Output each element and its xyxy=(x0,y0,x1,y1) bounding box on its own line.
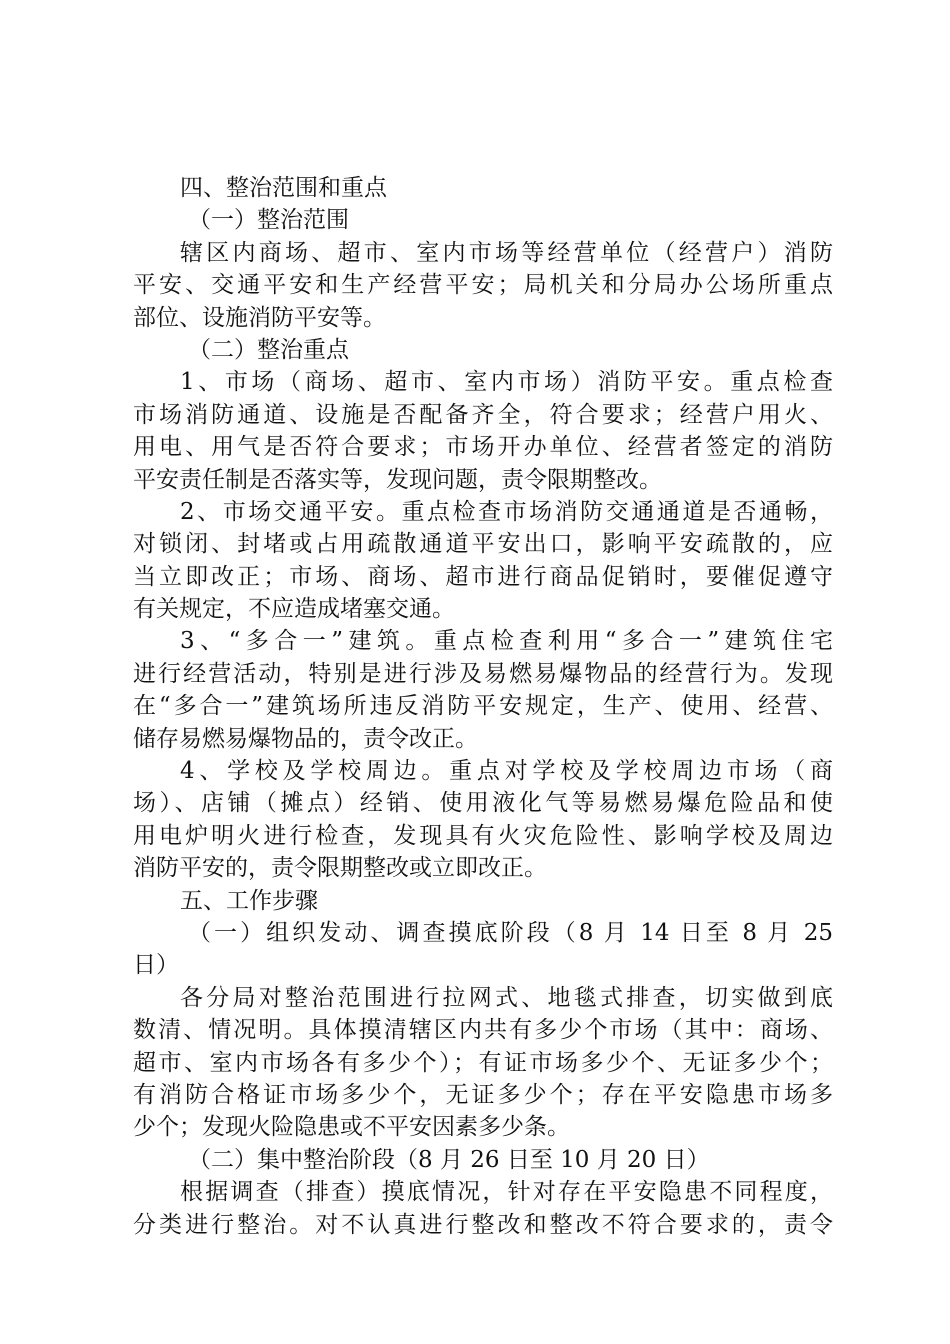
paragraph-line: 少个；发现火险隐患或不平安因素多少条。 xyxy=(133,1114,570,1141)
paragraph-line: 有消防合格证市场多少个，无证多少个；存在平安隐患市场多 xyxy=(133,1081,833,1108)
paragraph-line: 用电、用气是否符合要求；市场开办单位、经营者签定的消防 xyxy=(133,434,833,461)
subheading-stage-2: （二）集中整治阶段（8 月 26 日至 10 月 20 日） xyxy=(188,1146,710,1173)
subheading-scope: （一）整治范围 xyxy=(188,207,349,234)
paragraph-line: 用电炉明火进行检查，发现具有火灾危险性、影响学校及周边 xyxy=(133,822,833,849)
paragraph-line: 场）、店铺（摊点）经销、使用液化气等易燃易爆危险品和使 xyxy=(133,790,833,817)
paragraph-line: 3、“多合一”建筑。重点检查利用“多合一”建筑住宅 xyxy=(180,628,833,655)
paragraph-line: 各分局对整治范围进行拉网式、地毯式排查，切实做到底 xyxy=(180,984,833,1011)
paragraph-line: 部位、设施消防平安等。 xyxy=(133,304,386,331)
paragraph-line: 进行经营活动，特别是进行涉及易燃易爆物品的经营行为。发现 xyxy=(133,660,833,687)
paragraph-line: 有关规定，不应造成堵塞交通。 xyxy=(133,596,455,623)
paragraph-line: 平安、交通平安和生产经营平安；局机关和分局办公场所重点 xyxy=(133,272,833,299)
subheading-stage-1: （一）组织发动、调查摸底阶段（8 月 14 日至 8 月 25 xyxy=(188,919,833,946)
paragraph-line: 分类进行整治。对不认真进行整改和整改不符合要求的，责令 xyxy=(133,1211,833,1238)
paragraph-line: 根据调查（排查）摸底情况，针对存在平安隐患不同程度， xyxy=(180,1179,833,1206)
paragraph-line: 辖区内商场、超市、室内市场等经营单位（经营户）消防 xyxy=(180,239,833,266)
section-heading-5: 五、工作步骤 xyxy=(180,887,318,914)
section-heading-4: 四、整治范围和重点 xyxy=(180,175,387,201)
paragraph-line: 储存易燃易爆物品的，责令改正。 xyxy=(133,725,478,752)
paragraph-line: 1、市场（商场、超市、室内市场）消防平安。重点检查 xyxy=(180,369,833,396)
document-body xyxy=(133,172,833,1241)
paragraph-line: 超市、室内市场各有多少个）；有证市场多少个、无证多少个； xyxy=(133,1049,833,1076)
paragraph-line: 2、市场交通平安。重点检查市场消防交通通道是否通畅， xyxy=(180,498,833,525)
paragraph-line: 数清、情况明。具体摸清辖区内共有多少个市场（其中：商场、 xyxy=(133,1017,833,1044)
paragraph-line: 对锁闭、封堵或占用疏散通道平安出口，影响平安疏散的，应 xyxy=(133,531,833,558)
subheading-stage-1-cont: 日） xyxy=(133,952,179,979)
paragraph-line: 当立即改正；市场、商场、超市进行商品促销时，要催促遵守 xyxy=(133,563,833,590)
paragraph-line: 在“多合一”建筑场所违反消防平安规定，生产、使用、经营、 xyxy=(133,693,833,720)
paragraph-line: 4、学校及学校周边。重点对学校及学校周边市场（商 xyxy=(180,758,833,785)
paragraph-line: 消防平安的，责令限期整改或立即改正。 xyxy=(133,855,547,882)
subheading-focus: （二）整治重点 xyxy=(188,336,349,363)
paragraph-line: 平安责任制是否落实等，发现问题，责令限期整改。 xyxy=(133,466,662,493)
paragraph-line: 市场消防通道、设施是否配备齐全，符合要求；经营户用火、 xyxy=(133,401,833,428)
